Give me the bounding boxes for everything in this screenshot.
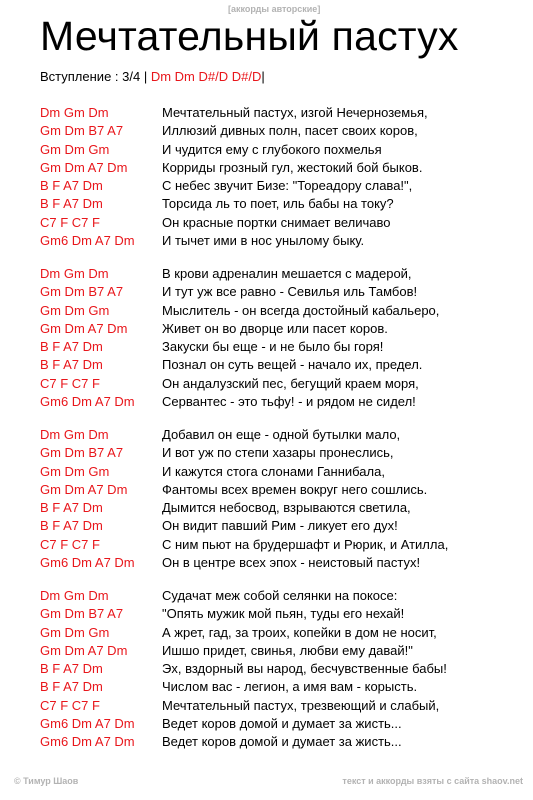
song-line (40, 122, 510, 140)
song-line (40, 605, 510, 623)
lyric-text: И тычет ими в нос унылому быку. (162, 233, 365, 249)
song-line (40, 265, 510, 283)
lyric-text: Иллюзий дивных полн, пасет своих коров, (162, 123, 418, 139)
lyric-text: Сервантес - это тьфу! - и рядом не сидел! (162, 394, 416, 410)
song-line (40, 104, 510, 122)
song-line (40, 554, 510, 572)
song-line (40, 338, 510, 356)
chord-label: C7 F C7 F (40, 214, 100, 230)
lyric-text: Он в центре всех эпох - неистовый пастух! (162, 555, 421, 571)
lyric-text: "Опять мужик мой пьян, туды его нехай! (162, 606, 405, 622)
chord-label: Gm Dm Gm (40, 624, 110, 640)
lyric-text: Он красные портки снимает величаво (162, 214, 391, 230)
lyric-text: В крови адреналин мешается с мадерой, (162, 266, 412, 281)
chord-label: C7 F C7 F (40, 375, 100, 391)
song-line (40, 697, 510, 715)
lyric-text: Закуски бы еще - и не было бы горя! (162, 339, 384, 355)
lyric-text: И тут уж все равно - Севилья иль Тамбов! (162, 284, 418, 300)
lyric-text: Мечтательный пастух, трезвеющий и слабый, (162, 697, 440, 713)
lyric-text: Дымится небосвод, взрываются светила, (162, 500, 411, 516)
chord-label: Gm Dm B7 A7 (40, 445, 124, 461)
song-line (40, 141, 510, 159)
lyric-text: Корриды грозный гул, жестокий бой быков. (162, 159, 423, 175)
song-line (40, 733, 510, 751)
lyric-text: И кажутся стога слонами Ганнибала, (162, 463, 385, 479)
chord-label: Gm Dm A7 Dm (40, 320, 128, 336)
song-line (40, 214, 510, 232)
chord-label: Gm Dm B7 A7 (40, 284, 124, 300)
chord-label: Gm Dm Gm (40, 141, 110, 157)
intro-end: | (261, 69, 265, 84)
lyric-text: Мыслитель - он всегда достойный кабальеро, (162, 302, 440, 318)
lyric-text: А жрет, гад, за троих, копейки в дом не носит, (162, 624, 437, 640)
song-line (40, 177, 510, 195)
chord-label: B F A7 Dm (40, 357, 103, 373)
song-line (40, 517, 510, 535)
chord-label: Gm6 Dm A7 Dm (40, 394, 135, 410)
chord-label: B F A7 Dm (40, 518, 103, 534)
song-line (40, 660, 510, 678)
chord-label: B F A7 Dm (40, 178, 103, 194)
chord-label: Gm Dm A7 Dm (40, 481, 128, 497)
chord-label: Dm Gm Dm (40, 105, 109, 120)
lyric-text: С ним пьют на брудершафт и Рюрик, и Атилла, (162, 536, 449, 552)
chord-label: Gm Dm A7 Dm (40, 642, 128, 658)
chord-label: Gm Dm Gm (40, 463, 110, 479)
song-line (40, 444, 510, 462)
chord-label: Gm Dm B7 A7 (40, 123, 124, 139)
song-title: Мечтательный пастух (40, 13, 459, 59)
chord-label: Dm Gm Dm (40, 588, 109, 603)
lyric-text: Он андалузский пес, бегущий краем моря, (162, 375, 419, 391)
chord-label: Gm6 Dm A7 Dm (40, 555, 135, 571)
intro-line (40, 69, 265, 84)
song-line (40, 356, 510, 374)
chord-label: Gm Dm B7 A7 (40, 606, 124, 622)
chord-label: B F A7 Dm (40, 661, 103, 677)
lyric-text: Торсида ль то поет, иль бабы на току? (162, 196, 394, 212)
lyric-text: Числом вас - легион, а имя вам - корысть. (162, 679, 418, 695)
song-line (40, 195, 510, 213)
song-line (40, 283, 510, 301)
lyric-text: Эх, вздорный вы народ, бесчувственные бабы! (162, 661, 447, 677)
song-line (40, 320, 510, 338)
chord-label: B F A7 Dm (40, 196, 103, 212)
intro-chords: Dm Dm D#/D D#/D (150, 69, 262, 84)
chord-label: Gm Dm A7 Dm (40, 159, 128, 175)
copyright-text: © Тимур Шаов (14, 776, 79, 786)
lyric-text: Мечтательный пастух, изгой Нечерноземья, (162, 105, 428, 120)
song-line (40, 499, 510, 517)
lyric-text: Судачат меж собой селянки на покосе: (162, 588, 398, 603)
lyric-text: Фантомы всех времен вокруг него сошлись. (162, 481, 428, 497)
song-line (40, 159, 510, 177)
song-line (40, 678, 510, 696)
song-line (40, 393, 510, 411)
chord-label: C7 F C7 F (40, 697, 100, 713)
lyric-text: Познал он суть вещей - начало их, предел. (162, 357, 423, 373)
song-line (40, 536, 510, 554)
lyric-text: Ведет коров домой и думает за жисть... (162, 716, 402, 732)
song-line (40, 463, 510, 481)
chord-label: B F A7 Dm (40, 679, 103, 695)
lyric-text: Живет он во дворце или пасет коров. (162, 320, 388, 336)
intro-label: Вступление : 3/4 | (40, 69, 148, 84)
chord-label: Gm6 Dm A7 Dm (40, 734, 135, 750)
song-line (40, 642, 510, 660)
song-line (40, 426, 510, 444)
lyric-text: И вот уж по степи хазары пронеслись, (162, 445, 394, 461)
lyric-text: С небес звучит Бизе: "Тореадору слава!", (162, 178, 413, 194)
verse-2 (40, 265, 510, 411)
chord-label: Dm Gm Dm (40, 427, 109, 442)
chords-note: [аккорды авторские] (228, 4, 321, 14)
lyric-text: Ведет коров домой и думает за жисть... (162, 734, 402, 750)
song-line (40, 302, 510, 320)
song-line (40, 624, 510, 642)
verse-4 (40, 587, 510, 752)
chord-label: Dm Gm Dm (40, 266, 109, 281)
lyric-text: И чудится ему с глубокого похмелья (162, 141, 382, 157)
song-line (40, 587, 510, 605)
chord-label: B F A7 Dm (40, 500, 103, 516)
song-line (40, 232, 510, 250)
source-text: текст и аккорды взяты с сайта shaov.net (342, 776, 523, 786)
verse-3 (40, 426, 510, 572)
chord-label: Gm Dm Gm (40, 302, 110, 318)
lyric-text: Добавил он еще - одной бутылки мало, (162, 427, 401, 442)
song-line (40, 375, 510, 393)
chord-label: Gm6 Dm A7 Dm (40, 716, 135, 732)
song-line (40, 715, 510, 733)
chord-label: B F A7 Dm (40, 339, 103, 355)
verse-1 (40, 104, 510, 250)
lyric-text: Он видит павший Рим - ликует его дух! (162, 518, 398, 534)
chord-label: C7 F C7 F (40, 536, 100, 552)
lyric-text: Ишшо придет, свинья, любви ему давай!" (162, 642, 413, 658)
chord-label: Gm6 Dm A7 Dm (40, 233, 135, 249)
song-line (40, 481, 510, 499)
